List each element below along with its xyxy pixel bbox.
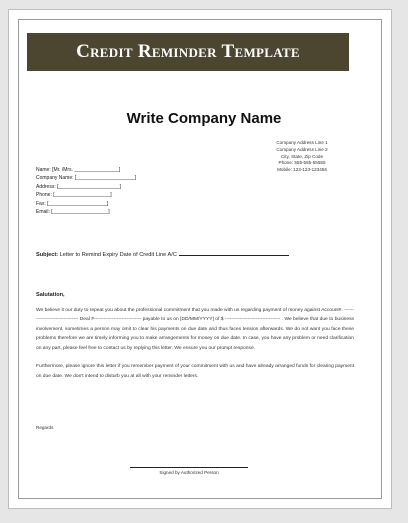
address-line: Company Address Line 1 [276,140,328,145]
company-address-block [262,140,342,174]
field-fax: Fax: [_____________________] [36,200,109,207]
body-paragraph: We believe it our duty to repeat you about the professional commitment that you made with us regarding payment of money against Account#. -------------------------------- Deal #----------------------------- payable to us on [DD/MM/YYYY] of $ ---------------------------------- . We believe that due to business involvement, sometimes a person may omit to clear his payments on due date and thus faces tension afterwards. We do not want you face these problems therefore we are timely informing you to make arrangements for money on due date. In case, you have any problem or need clarification on any part, please feel free to contact us by replying this letter. We ensure you our prompt response. [36,308,354,351]
field-company-name: Company Name: [_____________________] [36,175,137,182]
body-paragraph: Furthermore, please ignore this letter if you remember payment of your commitment with us and have already arranged funds for clearing payment on due date. We don't intend to disturb you at all with your reminder letters. [36,364,354,379]
subject-text: Letter to Remind Expiry Date of Credit Line A/C [59,252,177,258]
address-line: Mobile: 123-123-123456 [277,167,327,173]
field-address: Address: [______________________] [36,183,122,190]
letter-page [8,9,392,509]
page-border [18,19,382,499]
salutation: Salutation, [36,292,65,298]
letter-body [36,306,354,391]
field-phone: Phone: [____________________] [36,192,112,199]
subject-line [36,250,289,258]
field-name: Name: [Mr. /Mrs. ________________] [36,167,121,173]
closing: Regards [36,425,54,430]
address-line: Company Address Line 2 [276,146,328,152]
signature-line [130,467,248,468]
recipient-fields [36,166,136,216]
subject-blank [179,250,289,256]
signature-label: Signed by Authorized Person [159,470,219,475]
company-name: Write Company Name [126,110,282,127]
template-title: Credit Reminder Template [76,41,300,62]
field-email: Email: [____________________] [36,209,110,216]
subject-label: Subject: [36,252,59,258]
address-line: Phone: 555-555-55555 [278,160,326,166]
template-title-banner [27,33,349,71]
address-line: City, State, Zip Code [280,153,324,159]
